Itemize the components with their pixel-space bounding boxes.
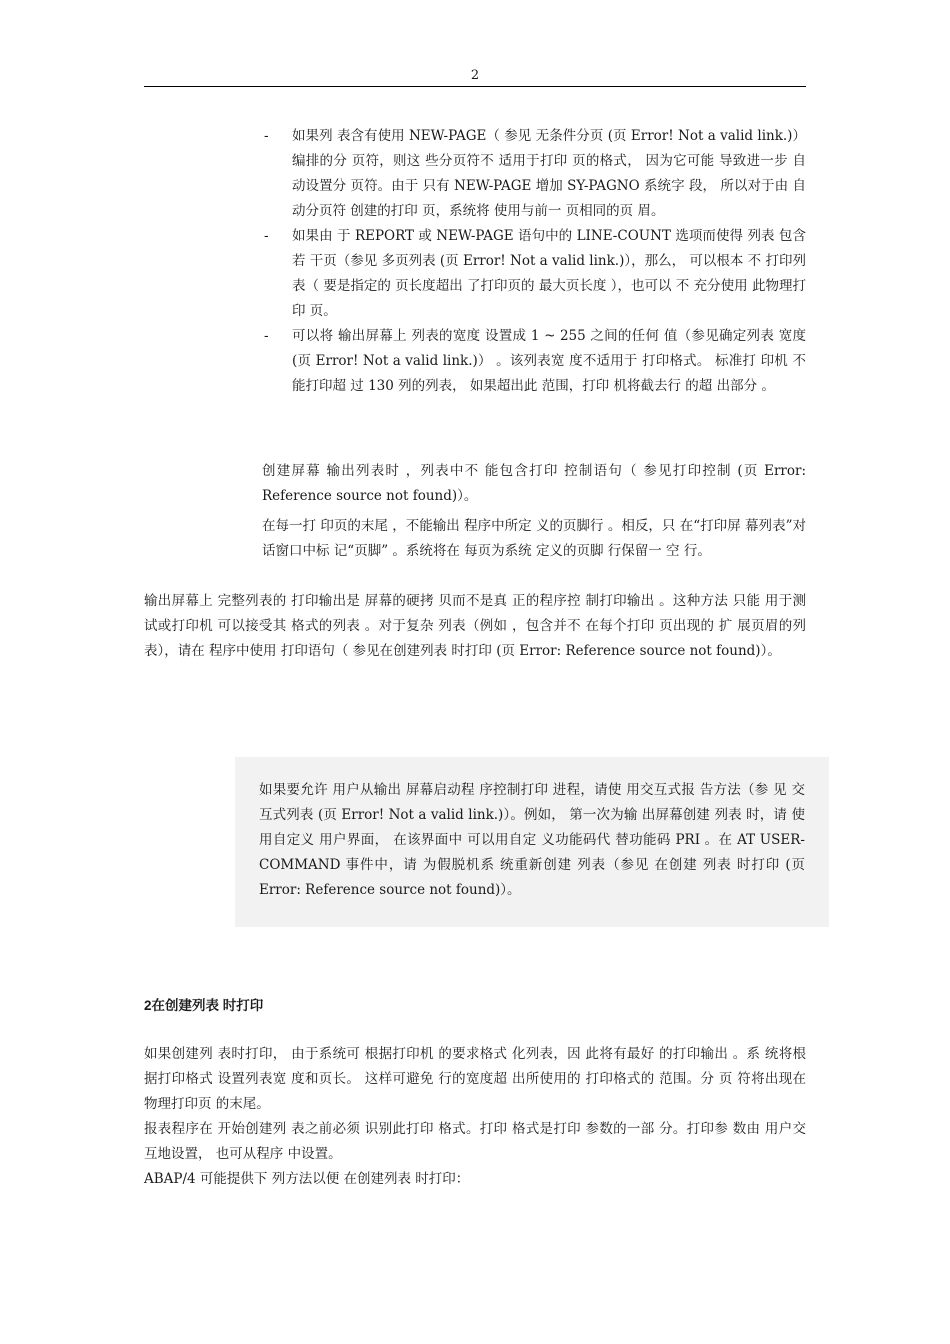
page-number: 2 — [470, 68, 480, 83]
list-item — [262, 124, 806, 224]
note-callout — [235, 757, 829, 927]
bullet-text: 可以将 输出屏幕上 列表的宽度 设置成 1 ~ 255 之间的任何 值（参见确定列表 宽度 (页 Error! Not a valid link.)） 。该列表宽 度不适用于 打印格式。 标准打 印机 不能打印超 过 130 列的列表， 如果超出此 范围，打印 机将截去行 的超 出部分 。 — [292, 328, 806, 394]
body-paragraph: 输出屏幕上 完整列表的 打印输出是 屏幕的硬拷 贝而不是真 正的程序控 制打印输出 。这种方法 只能 用于测 试或打印机 可以接受其 格式的列表 。对于复杂 列表（例如 ，包含并不 在每个打印 页出现的 扩 展页眉的列 表），请在 程序中使用 打印语句（ 参见在创建列表 时打印 (页 Error: Reference source not found)）。 — [144, 593, 806, 659]
bullet-text: 如果由 于 REPORT 或 NEW-PAGE 语句中的 LINE-COUNT 选项而使得 列表 包含若 干页（参见 多页列表 (页 Error! Not a valid link.)），那么， 可以根本 不 打印列表（ 要是指定的 页长度超出 了打印页的 最大页长度 ），也可以 不 充分使用 此物理打印 页。 — [292, 228, 806, 319]
list-item — [262, 224, 806, 324]
bullet-marker: - — [264, 228, 269, 244]
body-paragraph: 如果创建列 表时打印， 由于系统可 根据打印机 的要求格式 化列表，因 此将有最好 的打印输出 。系 统将根 据打印格式 设置列表宽 度和页长。 这样可避免 行的宽度超 出所使用的 打印格式的 范围。分 页 符将出现在 物理打印页 的末尾。 — [144, 1046, 806, 1112]
bullet-marker: - — [264, 328, 269, 344]
bullet-list — [262, 124, 806, 399]
indented-paragraph: 在每一打 印页的末尾 ，不能输出 程序中所定 义的页脚行 。相反，只 在“打印屏 幕列表”对 话窗口中标 记“页脚” 。系统将在 每页为系统 定义的页脚 行保留一 空 行。 — [262, 518, 806, 559]
indented-paragraph: 创建屏幕 输出列表时 ，列表中不 能包含打印 控制语句（ 参见打印控制 (页 Error: Reference source not found)）。 — [262, 463, 806, 504]
callout-text: 如果要允许 用户从输出 屏幕启动程 序控制打印 进程，请使 用交互式报 告方法（参 见 交互式列表 (页 Error! Not a valid link.)）。例如， 第一次为输 出屏幕创建 列表 时，请 使用自定义 用户界面， 在该界面中 可以用自定 义功能码代 替功能码 PRI 。在 AT USER-COMMAND 事件中，请 为假脱机系 统重新创建 列表（参见 在创建 列表 时打印 (页 Error: Reference source not found)）。 — [259, 782, 805, 898]
section-body — [144, 1042, 806, 1192]
bullet-text: 如果列 表含有使用 NEW-PAGE（ 参见 无条件分页 (页 Error! Not a valid link.)）编排的分 页符，则这 些分页符不 适用于打印 页的格式， 因为它可能 导致进一步 自动设置分 页符。由于 只有 NEW-PAGE 增加 SY-PAGNO 系统字 段， 所以对于由 自动分页符 创建的打印 页，系统将 使用与前一 页相同的页 眉。 — [292, 128, 806, 219]
body-paragraph: ABAP/4 可能提供下 列方法以便 在创建列表 时打印： — [144, 1171, 470, 1187]
list-item — [262, 324, 806, 399]
body-paragraph: 报表程序在 开始创建列 表之前必须 识别此打印 格式。打印 格式是打印 参数的一部 分。打印参 数由 用户交 互地设置， 也可从程序 中设置。 — [144, 1121, 806, 1162]
header-rule — [144, 86, 806, 87]
bullet-marker: - — [264, 128, 269, 144]
section-heading: 2在创建列表 时打印 — [144, 998, 264, 1013]
